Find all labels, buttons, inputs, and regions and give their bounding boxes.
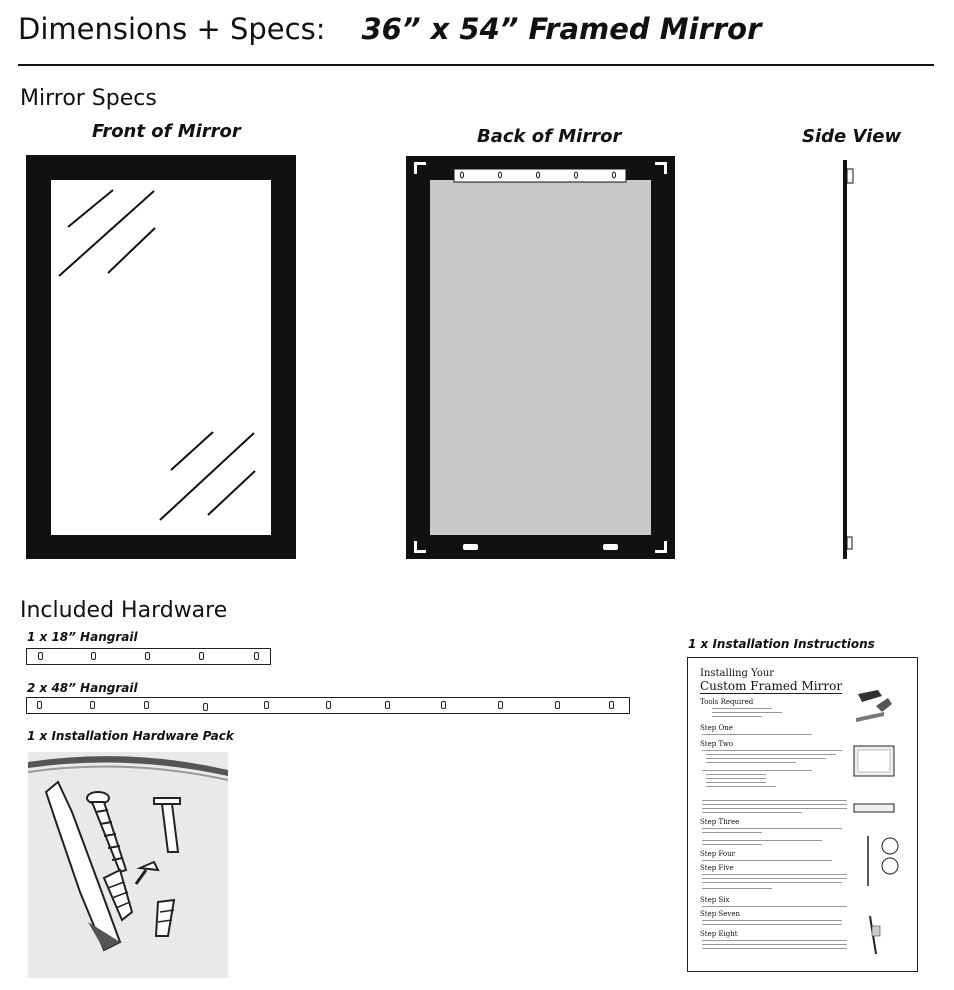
rail-hole <box>37 701 42 709</box>
doc-title-line1: Installing Your <box>700 668 775 679</box>
doc-step: Step Four <box>700 850 735 858</box>
doc-step: Step Five <box>700 864 734 872</box>
doc-step: Step Eight <box>700 930 738 938</box>
included-hardware-heading: Included Hardware <box>20 598 228 623</box>
rail-hole <box>254 652 259 660</box>
hardware-pack-label: 1 x Installation Hardware Pack <box>27 729 234 743</box>
hardware-pack-illustration <box>28 752 228 978</box>
side-view-label: Side View <box>802 126 902 147</box>
instructions-label: 1 x Installation Instructions <box>688 637 875 651</box>
title-text: Dimensions + Specs: <box>18 12 326 46</box>
doc-title-line2: Custom Framed Mirror <box>700 679 843 693</box>
rail-hole <box>203 703 208 711</box>
hangrail-48-label: 2 x 48” Hangrail <box>27 681 138 695</box>
doc-step: Step Three <box>700 818 740 826</box>
rail-hole <box>264 701 269 709</box>
page-title <box>18 12 761 46</box>
rail-hole <box>38 652 43 660</box>
rail-hole <box>199 652 204 660</box>
product-subtitle: 36” x 54” Framed Mirror <box>361 12 762 46</box>
rail-hole <box>145 652 150 660</box>
rail-hole <box>91 652 96 660</box>
side-bottom-bumper <box>847 537 852 549</box>
side-view-illustration <box>840 160 860 560</box>
hangrail-18-illustration <box>26 648 271 665</box>
back-panel <box>430 180 651 535</box>
rail-hole <box>498 701 503 709</box>
rail-hole <box>385 701 390 709</box>
back-mirror-illustration <box>406 156 675 559</box>
instructions-document <box>687 657 918 972</box>
back-of-mirror-label: Back of Mirror <box>477 126 622 147</box>
doc-hangrail-icon <box>854 804 894 812</box>
doc-step: Step Two <box>700 740 734 748</box>
rail-hole <box>326 701 331 709</box>
mirror-specs-heading: Mirror Specs <box>20 86 157 111</box>
tools-icon <box>856 690 892 722</box>
doc-step: Tools Required <box>700 698 754 706</box>
hangrail-on-back <box>454 169 626 182</box>
doc-step: Step Seven <box>700 910 741 918</box>
rail-hole <box>609 701 614 709</box>
doc-illustrations <box>848 686 908 956</box>
doc-step: Step Six <box>700 896 730 904</box>
rail-hole <box>441 701 446 709</box>
front-of-mirror-label: Front of Mirror <box>92 121 241 142</box>
hangrail-18-label: 1 x 18” Hangrail <box>27 630 138 644</box>
rail-hole <box>90 701 95 709</box>
front-glass <box>51 180 271 535</box>
rail-hole <box>555 701 560 709</box>
header-divider <box>18 64 934 66</box>
rail-hole <box>144 701 149 709</box>
doc-step: Step One <box>700 724 733 732</box>
hangrail-48-illustration <box>26 697 630 714</box>
side-profile <box>843 160 847 559</box>
side-top-bracket <box>847 169 853 183</box>
front-mirror-illustration <box>26 155 296 559</box>
